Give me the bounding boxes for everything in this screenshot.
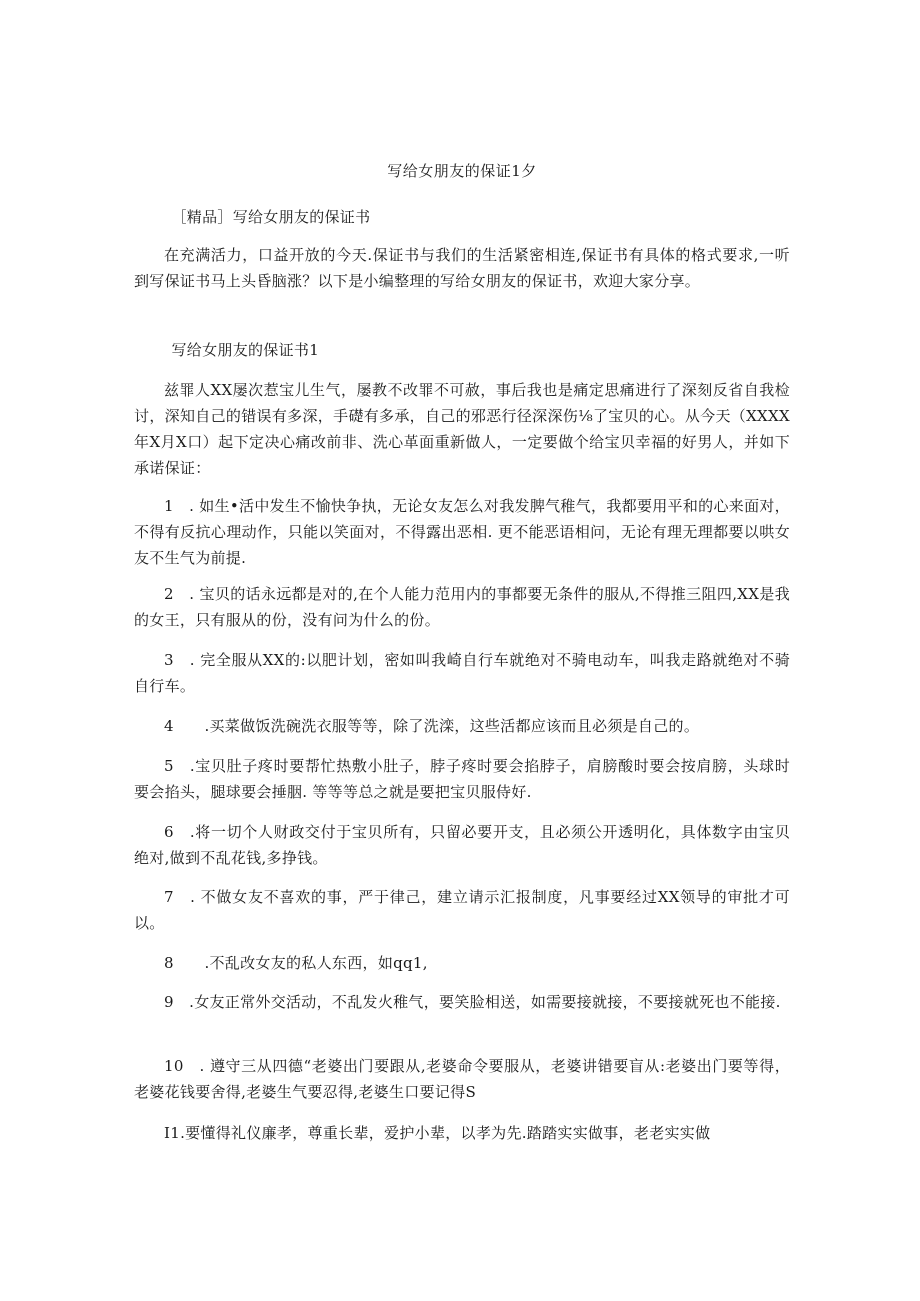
- intro-paragraph: 在充满活力，口益开放的今天.保证书与我们的生活紧密相连,保证书有具体的格式要求,一听到写保证书马上头昏脑涨？以下是小编整理的写给女朋友的保证书，欢迎大家分享。: [134, 246, 790, 290]
- opening-paragraph: 兹罪人XX屡次惹宝儿生气，屡教不改罪不可赦，事后我也是痛定思痛进行了深刻反省自我检讨，深知自己的错误有多深，手礎有多承，自己的邪恶行径深深伤⅛了宝贝的心。从今天（XXXX年X月X口）起下定决心痛改前非、洗心革面重新做人，一定要做个给宝贝幸福的好男人，并如下承诺保证：: [134, 381, 790, 477]
- document-title: 写给女朋友的保证1夕: [387, 162, 537, 180]
- section-heading: 写给女朋友的保证书1: [171, 341, 320, 359]
- list-item: 6 .将一切个人财政交付于宝贝所有，只留必要开支，且必须公开透明化，具体数字由宝贝绝对,做到不乱花钱,多挣钱。: [134, 823, 790, 867]
- list-item: 7 . 不做女友不喜欢的事，严于律己，建立请示汇报制度，凡事要经过XX领导的审批才可以。: [134, 888, 790, 932]
- list-item: 2 . 宝贝的话永远都是对的,在个人能力范用内的事都要无条件的服从,不得推三阻四,XX是我的女王，只有服从的份，没有问为什么的份。: [134, 585, 790, 629]
- list-item: 9 .女友正常外交活动，不乱发火稚气，要笑脸相送，如需要接就接，不要接就死也不能接.: [164, 993, 781, 1011]
- document-subtitle: ［精品］写给女朋友的保证书: [171, 208, 371, 226]
- list-item: 3 . 完全服从XX的:以肥计划，密如叫我崎自行车就绝对不骑电动车，叫我走路就绝对不骑自行车。: [134, 651, 790, 695]
- list-item: 8 .不乱改女友的私人东西，如qq1,: [164, 954, 428, 972]
- list-item: 1 . 如生•活中发生不愉快争执，无论女友怎么对我发脾气稚气，我都要用平和的心来面对，不得有反抗心理动作，只能以笑面对，不得露出恶相. 更不能恶语相问，无论有理无理都要以哄女友不生气为前提.: [134, 497, 790, 567]
- list-item: 10 . 遵守三从四德“老婆出门要跟从,老婆命令要服从，老婆讲错要盲从:老婆出门要等得，老婆花钱要舍得,老婆生气要忍得,老婆生口要记得S: [134, 1057, 790, 1101]
- list-item: 5 .宝贝肚子疼时要帮忙热敷小肚子，脖子疼时要会掐脖子，肩膀酸时要会按肩膀，头球时要会掐头，腿球要会捶胭. 等等等总之就是要把宝贝服侍好.: [134, 757, 790, 801]
- list-item: I1.要懂得礼仪廉孝，尊重长辈，爱护小辈，以孝为先.踏踏实实做事，老老实实做: [164, 1124, 711, 1142]
- list-item: 4 .买菜做饭洗碗洗衣服等等，除了洗滦，这些活都应该而且必须是自己的。: [164, 717, 700, 735]
